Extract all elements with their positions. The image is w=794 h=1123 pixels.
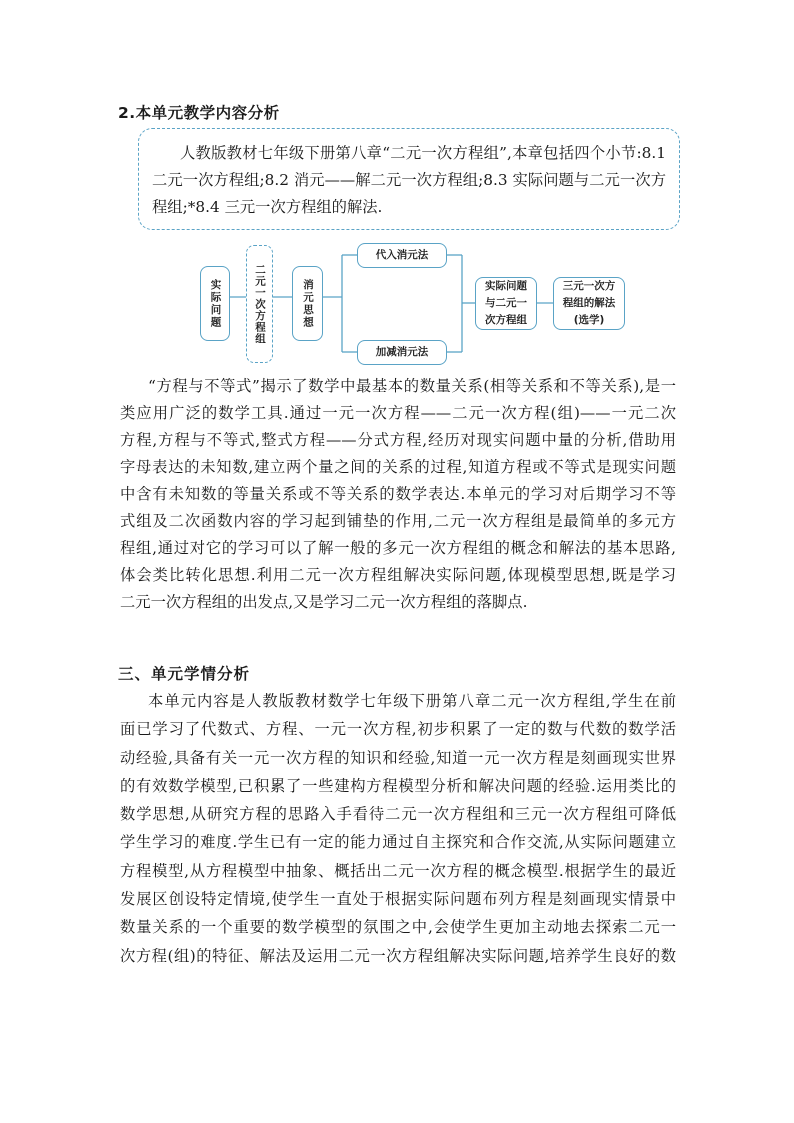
- node-three-variable-line-1: 三元一次方: [562, 280, 616, 292]
- paragraph-line: 方程,方程与不等式,整式方程——分式方程,经历对现实问题中量的分析,借助用: [120, 431, 676, 449]
- paragraph-line: 面已学习了代数式、方程、一元一次方程,初步积累了一定的数与代数的数学活: [120, 720, 676, 739]
- paragraph-line: 式组及二次函数内容的学习起到铺垫的作用,二元一次方程组是最简单的多元方: [120, 512, 676, 530]
- equation-analysis-paragraph: [120, 373, 676, 616]
- paragraph-line: “方程与不等式”揭示了数学中最基本的数量关系(相等关系和不等关系),是一: [148, 377, 676, 395]
- paragraph-line: 字母表达的未知数,建立两个量之间的关系的过程,知道方程或不等式是现实问题: [120, 458, 676, 476]
- node-addition-method: [357, 340, 447, 365]
- paragraph-line: 次方程(组)的特征、解法及运用二元一次方程组解决实际问题,培养学生良好的数: [120, 946, 676, 965]
- node-substitution-method-label: 代入消元法: [375, 249, 429, 261]
- node-application-line-2: 与二元一: [485, 297, 527, 309]
- summary-line-2: 二元一次方程组;8.2 消元——解二元一次方程组;8.3 实际问题与二元一次方: [152, 171, 666, 189]
- node-application-line-3: 次方程组: [485, 314, 527, 326]
- section-heading-2: 2.本单元教学内容分析: [118, 104, 280, 122]
- paragraph-line: 动经验,具备有关一元一次方程的知识和经验,知道一元一次方程是刻画现实世界: [120, 748, 676, 767]
- summary-line-3: 程组;*8.4 三元一次方程组的解法.: [152, 198, 383, 216]
- paragraph-line: 类应用广泛的数学工具.通过一元一次方程——二元一次方程(组)——一元二次: [120, 404, 676, 422]
- paragraph-line: 的有效数学模型,已积累了一些建构方程模型分析和解决问题的经验.运用类比的: [120, 776, 676, 795]
- paragraph-line: 中含有未知数的等量关系或不等关系的数学表达.本单元的学习对后期学习不等: [120, 485, 676, 503]
- paragraph-line: 本单元内容是人教版教材数学七年级下册第八章二元一次方程组,学生在前: [148, 692, 676, 710]
- paragraph-line: 数学思想,从研究方程的思路入手看待二元一次方程组和三元一次方程组可降低: [120, 805, 676, 824]
- paragraph-line: 二元一次方程组的出发点,又是学习二元一次方程组的落脚点.: [120, 593, 528, 611]
- paragraph-line: 学生学习的难度.学生已有一定的能力通过自主探究和合作交流,从实际问题建立: [120, 833, 676, 852]
- node-practical-problem: [200, 266, 230, 341]
- node-addition-method-label: 加减消元法: [375, 346, 429, 358]
- section-heading-3: 三、单元学情分析: [118, 665, 251, 683]
- paragraph-line: 发展区创设特定情境,使学生一直处于根据实际问题布列方程是刻画现实情景中: [120, 890, 676, 909]
- node-three-variable-line-3: (选学): [573, 314, 605, 326]
- node-linear-equation-system-label: 二元一次方程组: [254, 263, 266, 345]
- node-substitution-method: [357, 243, 447, 268]
- summary-line-1: 人教版教材七年级下册第八章“二元一次方程组”,本章包括四个小节:8.1: [180, 144, 666, 162]
- paragraph-line: 体会类比转化思想.利用二元一次方程组解决实际问题,体现模型思想,既是学习: [120, 566, 676, 584]
- node-practical-problem-label: 实际问题: [209, 278, 222, 329]
- node-three-variable-line-2: 程组的解法: [562, 297, 616, 309]
- node-linear-equation-system: [246, 245, 273, 363]
- node-application: [475, 277, 537, 330]
- node-elimination-idea: [292, 266, 323, 341]
- paragraph-line: 程组,通过对它的学习可以了解一般的多元一次方程组的概念和解法的基本思路,: [120, 539, 676, 557]
- student-analysis-paragraph: [120, 687, 676, 970]
- paragraph-line: 方程模型,从方程模型中抽象、概括出二元一次方程的概念模型.根据学生的最近: [120, 861, 676, 880]
- node-application-line-1: 实际问题: [485, 280, 527, 292]
- node-three-variable-optional: [553, 277, 625, 330]
- paragraph-line: 数量关系的一个重要的数学模型的氛围之中,会使学生更加主动地去探索二元一: [120, 918, 676, 937]
- node-elimination-idea-label: 消元思想: [302, 278, 314, 329]
